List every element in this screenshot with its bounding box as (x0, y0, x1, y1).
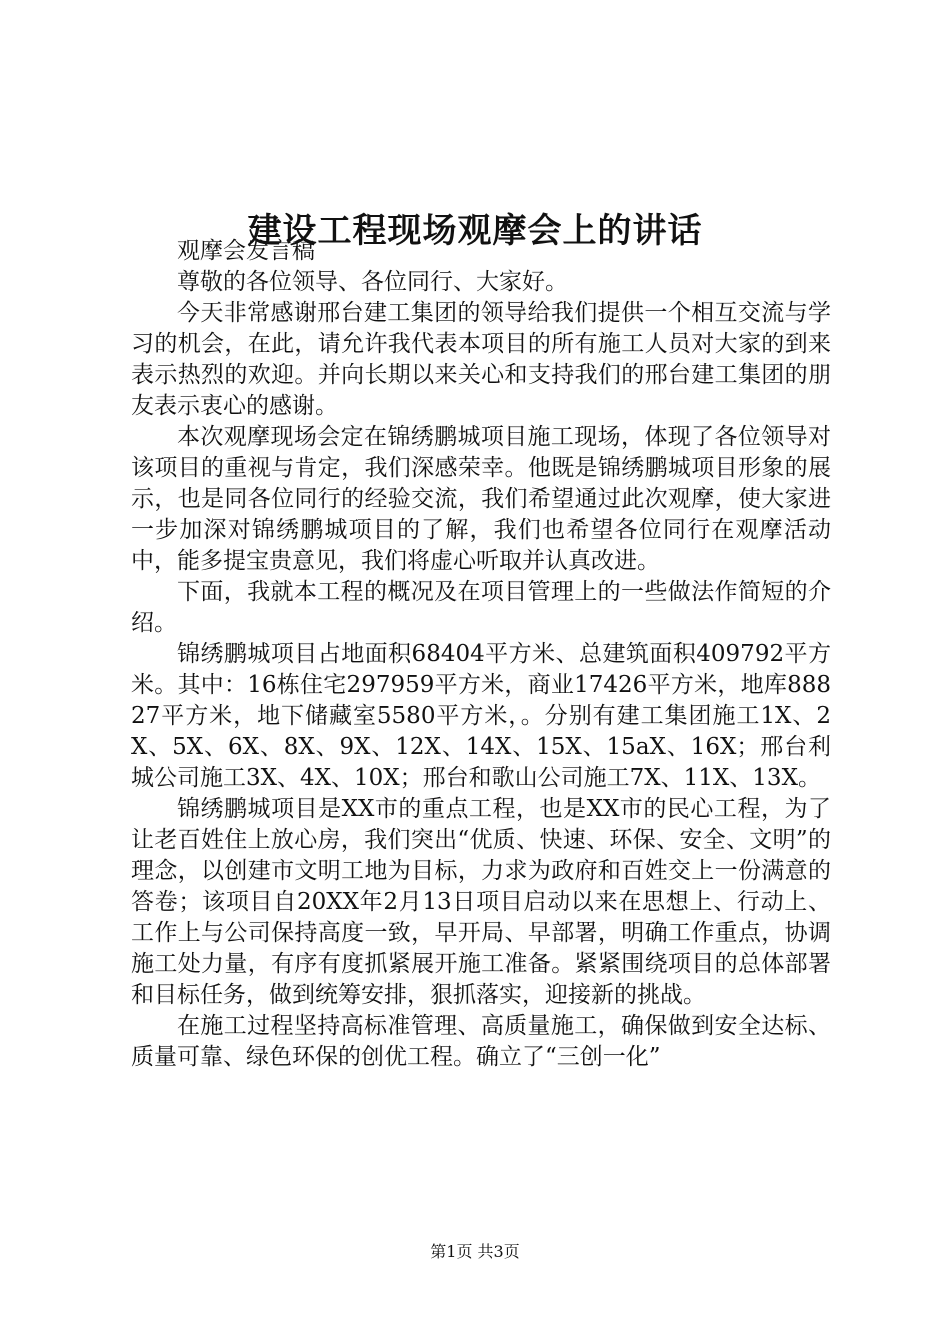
page-footer: 第1页 共3页 (430, 1242, 520, 1261)
paragraph-key-project: 锦绣鹏城项目是XX市的重点工程，也是XX市的民心工程，为了让老百姓住上放心房，我们突出“优质、快速、环保、安全、文明”的理念，以创建市文明工地为目标，力求为政府和百姓交上一份满意的答卷；该项目自20XX年2月13日项目启动以来在思想上、行动上、工作上与公司保持高度一致，早开局、早部署，明确工作重点，协调施工处力量，有序有度抓紧展开施工准备。紧紧围绕项目的总体部署和目标任务，做到统筹安排，狠抓落实，迎接新的挑战。 (131, 796, 831, 1008)
paragraph-construction-standards: 在施工过程坚持高标准管理、高质量施工，确保做到安全达标、质量可靠、绿色环保的创优工程。确立了“三创一化” (131, 1013, 831, 1070)
document-body (131, 236, 831, 1073)
paragraph-intro: 下面，我就本工程的概况及在项目管理上的一些做法作简短的介绍。 (131, 579, 831, 636)
paragraph-purpose: 本次观摩现场会定在锦绣鹏城项目施工现场，体现了各位领导对该项目的重视与肯定，我们深感荣幸。他既是锦绣鹏城项目形象的展示，也是同各位同行的经验交流，我们希望通过此次观摩，使大家进一步加深对锦绣鹏城项目的了解，我们也希望各位同行在观摩活动中，能多提宝贵意见，我们将虚心听取并认真改进。 (131, 424, 831, 574)
paragraph-greeting: 尊敬的各位领导、各位同行、大家好。 (177, 269, 568, 295)
paragraph-project-overview: 锦绣鹏城项目占地面积68404平方米、总建筑面积409792平方米。其中：16栋住宅297959平方米，商业17426平方米，地库88827平方米，地下储藏室5580平方米，。分别有建工集团施工1X、2X、5X、6X、8X、9X、12X、14X、15X、15aX、16X；邢台利城公司施工3X、4X、10X；邢台和歌山公司施工7X、11X、13X。 (131, 641, 831, 791)
document-title: 建设工程现场观摩会上的讲话 (247, 210, 703, 251)
paragraph-thanks: 今天非常感谢邢台建工集团的领导给我们提供一个相互交流与学习的机会，在此，请允许我代表本项目的所有施工人员对大家的到来表示热烈的欢迎。并向长期以来关心和支持我们的邢台建工集团的朋友表示衷心的感谢。 (131, 300, 831, 419)
paragraph-subtitle: 观摩会发言稿 (177, 238, 315, 264)
